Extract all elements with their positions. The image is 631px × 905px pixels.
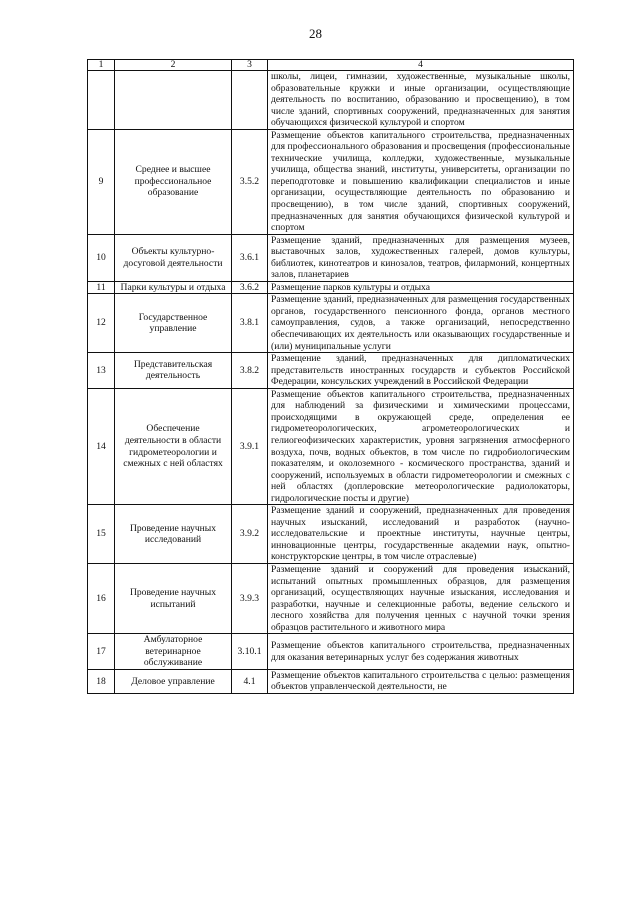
use-type-code: 3.9.3 <box>232 563 268 633</box>
use-type-description: Размещение объектов капитального строительства, предназначенных для профессионального образования и просвещения (профессиональные технические училища, колледжи, художественные, музыкальные училища, общества знаний, институты, университеты, организации по переподготовке и повышению квалификации специалистов и иные организации, осуществляющие деятельность по образованию и просвещению), в том числе зданий, спортивных сооружений, предназначенных для занятия обучающихся физической культурой и спортом <box>268 129 574 234</box>
use-type-name: Проведение научных исследований <box>115 505 232 564</box>
row-number: 12 <box>88 294 115 353</box>
row-number: 11 <box>88 281 115 294</box>
table-header-row <box>88 60 574 71</box>
table-row <box>88 71 574 130</box>
use-type-name <box>115 71 232 130</box>
use-type-name: Проведение научных испытаний <box>115 563 232 633</box>
use-type-name: Представительская деятельность <box>115 353 232 389</box>
use-type-name: Обеспечение деятельности в области гидрометеорологии и смежных с ней областях <box>115 388 232 504</box>
use-type-name: Парки культуры и отдыха <box>115 281 232 294</box>
row-number: 13 <box>88 353 115 389</box>
row-number: 18 <box>88 669 115 693</box>
table-body <box>88 71 574 694</box>
column-header: 1 <box>88 60 115 71</box>
row-number: 10 <box>88 234 115 281</box>
table-row <box>88 505 574 564</box>
use-type-description: Размещение зданий и сооружений для проведения изысканий, испытаний опытных промышленных образцов, для размещения организаций, осуществляющих научные изыскания, исследования и разработки, научные и селекционные работы, ведение сельского и лесного хозяйства для получения ценных с научной точки зрения образцов растительного и животного мира <box>268 563 574 633</box>
column-header: 2 <box>115 60 232 71</box>
page-number: 28 <box>309 26 322 41</box>
use-type-description: Размещение зданий, предназначенных для дипломатических представительств иностранных государств и субъектов Российской Федерации, консульских учреждений в Российской Федерации <box>268 353 574 389</box>
table-row <box>88 353 574 389</box>
land-use-table <box>87 59 574 694</box>
row-number: 17 <box>88 634 115 670</box>
use-type-description: Размещение парков культуры и отдыха <box>268 281 574 294</box>
use-type-name: Амбулаторное ветеринарное обслуживание <box>115 634 232 670</box>
use-type-code: 3.6.2 <box>232 281 268 294</box>
use-type-description: Размещение объектов капитального строительства, предназначенных для наблюдений за физическими и химическими процессами, происходящими в окружающей среде, определения ее гидрометеорологических, агрометеорологических и гелиогеофизических характеристик, уровня загрязнения атмосферного воздуха, почв, водных объектов, в том числе по гидробиологическим показателям, и околоземного - космического пространства, зданий и сооружений, используемых в области гидрометеорологии и смежных с ней областях (доплеровские метеорологические радиолокаторы, гидрологические посты и другие) <box>268 388 574 504</box>
use-type-code: 4.1 <box>232 669 268 693</box>
use-type-code: 3.9.1 <box>232 388 268 504</box>
use-type-name: Объекты культурно-досуговой деятельности <box>115 234 232 281</box>
use-type-code: 3.6.1 <box>232 234 268 281</box>
use-type-code: 3.10.1 <box>232 634 268 670</box>
table-row <box>88 294 574 353</box>
use-type-description: Размещение зданий, предназначенных для размещения государственных органов, государственного пенсионного фонда, органов местного самоуправления, судов, а также организаций, непосредственно обеспечивающих их деятельность или оказывающих государственные и (или) муниципальные услуги <box>268 294 574 353</box>
use-type-code: 3.9.2 <box>232 505 268 564</box>
use-type-name: Деловое управление <box>115 669 232 693</box>
use-type-code: 3.8.2 <box>232 353 268 389</box>
row-number: 14 <box>88 388 115 504</box>
row-number: 15 <box>88 505 115 564</box>
column-header: 4 <box>268 60 574 71</box>
use-type-name: Среднее и высшее профессиональное образование <box>115 129 232 234</box>
column-header: 3 <box>232 60 268 71</box>
use-type-code <box>232 71 268 130</box>
use-type-code: 3.5.2 <box>232 129 268 234</box>
table-row <box>88 634 574 670</box>
row-number: 9 <box>88 129 115 234</box>
use-type-description: Размещение объектов капитального строительства, предназначенных для оказания ветеринарных услуг без содержания животных <box>268 634 574 670</box>
use-type-description: школы, лицеи, гимназии, художественные, музыкальные школы, образовательные кружки и иные организации, осуществляющие деятельность по воспитанию, образованию и просвещению), в том числе зданий, спортивных сооружений, предназначенных для занятия обучающихся физической культурой и спортом <box>268 71 574 130</box>
table-row <box>88 281 574 294</box>
use-type-description: Размещение объектов капитального строительства с целью: размещения объектов управленческой деятельности, не <box>268 669 574 693</box>
row-number: 16 <box>88 563 115 633</box>
table-row <box>88 129 574 234</box>
table-row <box>88 563 574 633</box>
row-number <box>88 71 115 130</box>
use-type-code: 3.8.1 <box>232 294 268 353</box>
table-row <box>88 388 574 504</box>
use-type-name: Государственное управление <box>115 294 232 353</box>
use-type-description: Размещение зданий, предназначенных для размещения музеев, выставочных залов, художественных галерей, домов культуры, библиотек, кинотеатров и кинозалов, театров, филармоний, концертных залов, планетариев <box>268 234 574 281</box>
table-row <box>88 234 574 281</box>
use-type-description: Размещение зданий и сооружений, предназначенных для проведения научных изысканий, исследований и разработок (научно-исследовательские и проектные институты, научные центры, инновационные центры, государственные академии наук, опытно-конструкторские центры, в том числе отраслевые) <box>268 505 574 564</box>
table-row <box>88 669 574 693</box>
